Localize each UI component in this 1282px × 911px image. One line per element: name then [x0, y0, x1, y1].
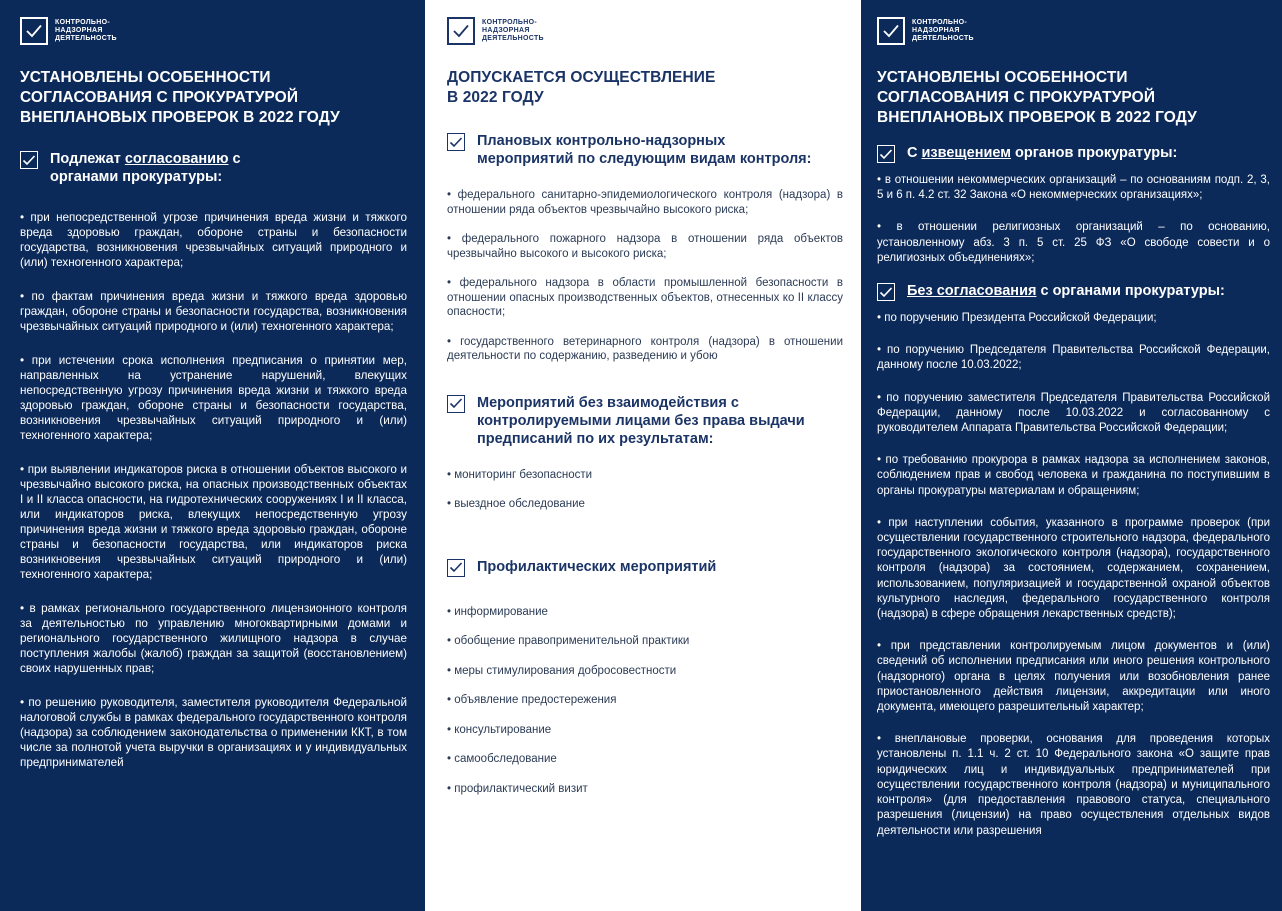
middle-panel	[425, 0, 861, 911]
list-item: • федерального санитарно-эпидемиологического контроля (надзора) в отношении ряда объектов чрезвычайно высокого риска;	[447, 189, 843, 216]
logo-text: КОНТРОЛЬНО- НАДЗОРНАЯ ДЕЯТЕЛЬНОСТЬ	[55, 18, 117, 43]
right-sub2-suffix: с органами прокуратуры:	[1036, 283, 1225, 300]
right-sub1-underlined: извещением	[921, 145, 1011, 161]
list-item: • выездное обследование	[447, 498, 585, 510]
list-item: • государственного ветеринарного контроля (надзора) в отношении деятельности по содержанию, разведению и убою	[447, 335, 843, 362]
right-item: • внеплановые проверки, основания для проведения которых установлены п. 1.1 ч. 2 ст. 10 Федерального закона «О защите прав юридических лиц и индивидуальных предпринимателей при осуществлении государственного контроля (надзора) и муниципального контроля» (для предоставления правового статуса, специального разрешения (лицензии) на право осуществления отдельных видов деятельности или разрешения	[877, 733, 1270, 837]
middle-subheading-no-interaction	[447, 394, 843, 448]
right-item: • по поручению заместителя Председателя Правительства Российской Федерации, данному после 10.03.2022 и согласованному с руководителем Аппарата Правительства Российской Федерации;	[877, 391, 1270, 435]
logo	[877, 14, 1270, 48]
left-item: • при непосредственной угрозе причинения вреда жизни и тяжкого вреда здоровью граждан, обороне страны и безопасности государства, возникновения чрезвычайных ситуаций природного и (или) техногенного характера;	[20, 211, 407, 269]
right-item: • по поручению Председателя Правительства Российской Федерации, данному после 10.03.2022;	[877, 344, 1270, 372]
middle-panel-title: ДОПУСКАЕТСЯ ОСУЩЕСТВЛЕНИЕ В 2022 ГОДУ	[447, 69, 716, 106]
right-item: • в отношении религиозных организаций – по основанию, установленному абз. 3 п. 5 ст. 25 ФЗ «О свободе совести и о религиозных объединениях»;	[877, 221, 1270, 264]
checkmark-box-icon	[877, 17, 905, 45]
checkmark-box-icon	[20, 17, 48, 45]
checkbox-checked-icon	[20, 151, 38, 169]
list-item: • обобщение правоприменительной практики	[447, 635, 690, 647]
list-item: • информирование	[447, 605, 548, 618]
left-item: • при истечении срока исполнения предписания о принятии мер, направленных на устранение нарушений, влекущих непосредственную угрозу причинения вреда жизни и тяжкого вреда здоровью граждан, обороне страны и безопасности государства, возникновения чрезвычайных ситуаций природного и (или) техногенного характера;	[20, 354, 407, 442]
right-sub1-prefix: С	[907, 145, 922, 161]
right-item: • при наступлении события, указанного в программе проверок (при осуществлении государственного строительного надзора, федерального государственного экологического контроля (надзора), государственного контроля (надзора) за состоянием, содержанием, сохранением, использованием, популяризацией и государственной охраной объектов культурного наследия, федерального государственного контроля (надзора) в сфере обращения лекарственных средств);	[877, 516, 1270, 621]
right-sub1-suffix: органов прокуратуры:	[1010, 145, 1178, 161]
middle-subheading-preventive	[447, 558, 843, 577]
middle-subheading-text: Мероприятий без взаимодействия с контролируемыми лицами без права выдачи предписаний по их результатам:	[477, 394, 805, 447]
list-item: • мониторинг безопасности	[447, 468, 593, 481]
logo-text: КОНТРОЛЬНО- НАДЗОРНАЯ ДЕЯТЕЛЬНОСТЬ	[912, 18, 974, 43]
left-subheading-underlined: согласованию	[124, 151, 229, 167]
right-subheading-notice	[877, 144, 1270, 163]
left-item: • при выявлении индикаторов риска в отношении объектов высокого и чрезвычайно высокого риска, на опасных производственных объектах I и II класса опасности, на гидротехнических сооружениях I и II класса, или индикаторов риска, влекущих непосредственную угрозу причинения вреда жизни и тяжкого вреда здоровью граждан, обороне страны и безопасности государства, или индикаторов риска возникновения чрезвычайных ситуаций природного и (или) техногенного характера;	[20, 463, 407, 581]
right-subheading-no-approval	[877, 282, 1270, 301]
list-item: • федерального надзора в области промышленной безопасности в отношении опасных производственных объектов, отнесенных ко II классу опасности;	[447, 277, 843, 318]
middle-subheading-planned	[447, 132, 843, 168]
list-item: • федерального пожарного надзора в отношении ряда объектов чрезвычайно высокого и высокого риска;	[447, 233, 843, 260]
right-item: • по требованию прокурора в рамках надзора за исполнением законов, соблюдением прав и свобод человека и гражданина по поступившим в органы прокуратуры материалам и обращениям;	[877, 454, 1270, 497]
checkbox-checked-icon	[877, 283, 895, 301]
left-panel	[0, 0, 425, 911]
left-item: • по решению руководителя, заместителя руководителя Федеральной налоговой службы в рамках федерального государственного контроля (надзора) за соблюдением законодательства о применении ККТ, в том числе за полнотой учета выручки в организациях и у индивидуальных предпринимателей	[20, 696, 407, 769]
left-subheading-prefix: Подлежат	[50, 151, 125, 167]
middle-subheading-text: Плановых контрольно-надзорных мероприятий по следующим видам контроля:	[477, 133, 812, 167]
middle-subheading-text: Профилактических мероприятий	[477, 558, 717, 575]
list-item: • консультирование	[447, 723, 552, 736]
left-subheading	[20, 150, 407, 186]
left-item: • по фактам причинения вреда жизни и тяжкого вреда здоровью граждан, обороне страны и безопасности государства, возникновения чрезвычайных ситуаций природного и (или) техногенного характера;	[20, 290, 407, 333]
right-panel	[861, 0, 1282, 911]
list-item: • профилактический визит	[447, 782, 588, 795]
right-item: • при представлении контролируемым лицом документов и (или) сведений об исполнении предписания или иного решения контрольного (надзорного) органа в целях получения или возобновления ранее приостановленного действия лицензии, аккредитации или иного документа, имеющего разрешительный характер;	[877, 640, 1270, 714]
right-item: • в отношении некоммерческих организаций – по основаниям подп. 2, 3, 5 и 6 п. 4.2 ст. 32 Закона «О некоммерческих организациях»;	[877, 174, 1270, 202]
logo	[20, 14, 407, 48]
checkmark-box-icon	[447, 17, 475, 45]
planned-list	[447, 188, 843, 364]
checkbox-checked-icon	[447, 133, 465, 151]
list-item: • самообследование	[447, 753, 557, 765]
checkbox-checked-icon	[877, 145, 895, 163]
logo-text: КОНТРОЛЬНО- НАДЗОРНАЯ ДЕЯТЕЛЬНОСТЬ	[482, 18, 544, 43]
logo	[447, 14, 843, 48]
checkbox-checked-icon	[447, 395, 465, 413]
preventive-list	[447, 605, 843, 797]
checkbox-checked-icon	[447, 559, 465, 577]
right-panel-title: УСТАНОВЛЕНЫ ОСОБЕННОСТИ СОГЛАСОВАНИЯ С ПРОКУРАТУРОЙ ВНЕПЛАНОВЫХ ПРОВЕРОК В 2022 ГОДУ	[877, 69, 1197, 126]
list-item: • объявление предостережения	[447, 694, 617, 706]
left-subheading-suffix: с органами прокуратуры:	[50, 151, 241, 185]
no-interaction-list	[447, 468, 843, 512]
left-item: • в рамках регионального государственного лицензионного контроля за деятельностью по управлению многоквартирными домами и регионального государственного жилищного надзора в случае поступления жалобы (жалоб) граждан за защитой (восстановлением) своих нарушенных прав;	[20, 602, 407, 675]
list-item: • меры стимулирования добросовестности	[447, 664, 677, 677]
right-item: • по поручению Президента Российской Федерации;	[877, 312, 1157, 325]
left-panel-title: УСТАНОВЛЕНЫ ОСОБЕННОСТИ СОГЛАСОВАНИЯ С ПРОКУРАТУРОЙ ВНЕПЛАНОВЫХ ПРОВЕРОК В 2022 ГОДУ	[20, 69, 340, 126]
right-sub2-underlined: Без согласования	[907, 283, 1037, 300]
